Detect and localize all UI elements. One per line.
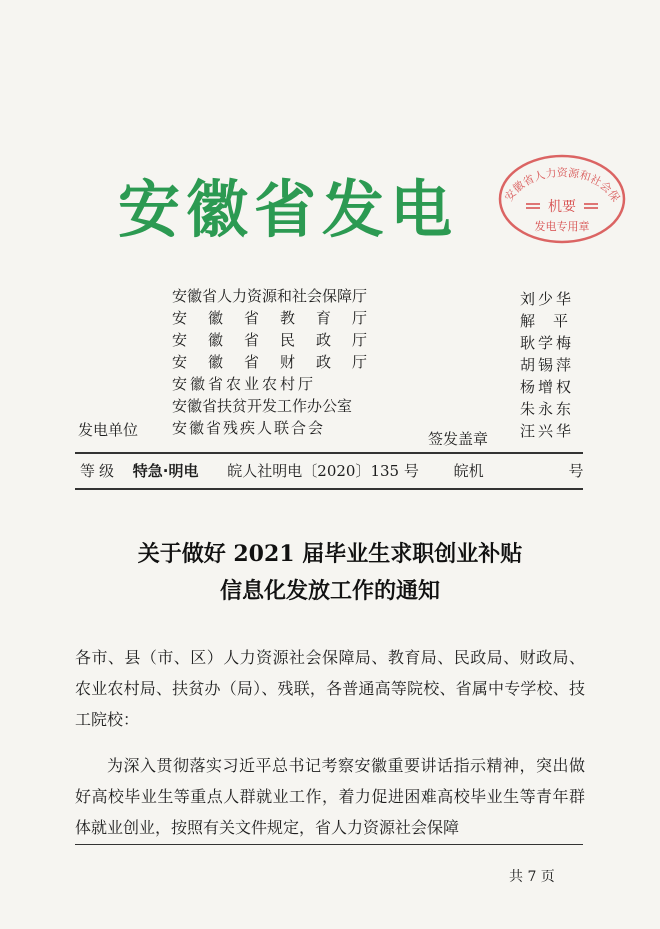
signer-name: 胡锡萍 xyxy=(520,356,575,374)
signer-name: 汪兴华 xyxy=(520,422,575,440)
org-disabled-federation: 安徽省残疾人联合会 xyxy=(172,419,326,437)
svg-text:安徽省人力资源和社会保障厅: 安徽省人力资源和社会保 xyxy=(502,166,623,205)
org-finance: 安徽省财政厅 xyxy=(172,353,389,371)
signer-list xyxy=(520,288,586,442)
official-seal xyxy=(496,152,628,247)
grade-row xyxy=(80,460,583,481)
bleed-through-text xyxy=(60,100,424,119)
signer-name: 刘少华 xyxy=(520,290,575,308)
issuing-organizations xyxy=(172,285,388,439)
document-title-line-1: 关于做好 2021 届毕业生求职创业补贴 xyxy=(137,541,523,567)
signer-name: 朱永东 xyxy=(520,400,575,418)
grade-value: 特急·明电 xyxy=(132,462,199,480)
org-civil-affairs: 安徽省民政厅 xyxy=(172,331,389,349)
svg-text:机要: 机要 xyxy=(548,199,576,215)
org-hrss: 安徽省人力资源和社会保障厅 xyxy=(172,287,368,305)
org-poverty-office: 安徽省扶贫开发工作办公室 xyxy=(172,397,353,415)
addressee-paragraph: 各市、县（市、区）人力资源社会保障局、教育局、民政局、财政局、农业农村局、扶贫办（局）、残联，各普通高等院校、省属中专学校、技工院校： xyxy=(75,648,585,729)
svg-text:发电专用章: 发电专用章 xyxy=(534,220,590,233)
body-paragraph: 为深入贯彻落实习近平总书记考察安徽重要讲话指示精神，突出做好高校毕业生等重点人群就业工作，着力促进困难高校毕业生等青年群体就业创业，按照有关文件规定，省人力资源社会保障 xyxy=(75,756,585,837)
grade-label: 等级 xyxy=(80,462,119,480)
document-title-line-2: 信息化发放工作的通知 xyxy=(219,578,440,604)
footer-rule xyxy=(75,844,583,845)
document-number: 皖人社明电〔2020〕135 号 xyxy=(227,462,419,480)
signer-name: 杨增权 xyxy=(520,378,575,396)
divider-rule xyxy=(75,488,583,490)
machine-number-suffix: 号 xyxy=(568,462,584,480)
org-education: 安徽省教育厅 xyxy=(172,309,389,327)
telegram-header-title: 安徽省发电 xyxy=(118,173,459,246)
signer-name: 解平 xyxy=(520,312,587,330)
org-agriculture: 安徽省农业农村厅 xyxy=(172,375,317,393)
divider-rule xyxy=(75,452,583,454)
machine-label: 皖机 xyxy=(453,462,484,480)
signer-name: 耿学梅 xyxy=(520,334,575,352)
sender-unit-label: 发电单位 xyxy=(78,421,139,439)
page-count: 共 7 页 xyxy=(509,869,555,885)
sign-seal-label: 签发盖章 xyxy=(428,430,489,448)
